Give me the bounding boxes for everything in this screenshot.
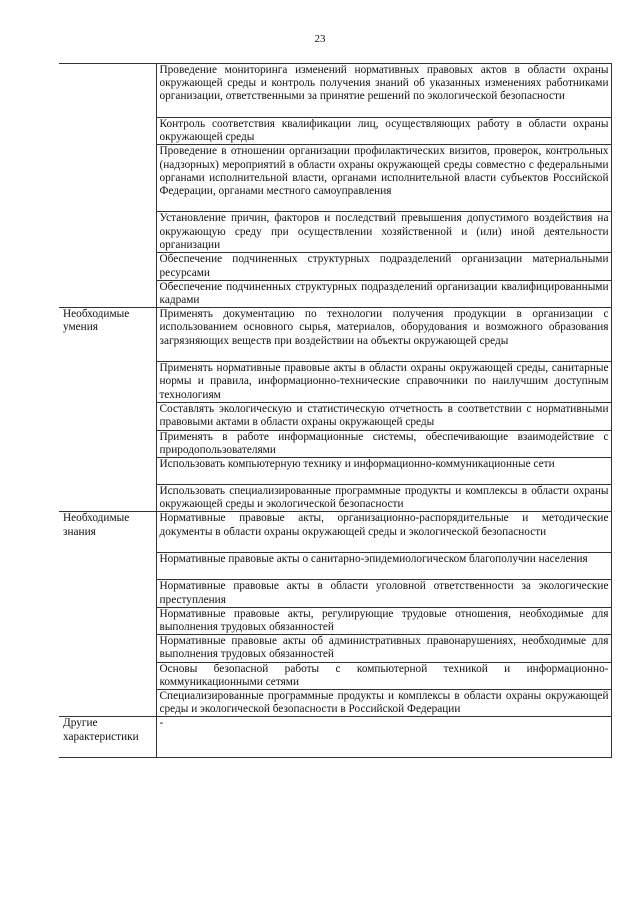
table-row [59, 717, 611, 758]
table-cell: Применять нормативные правовые акты в области охраны окружающей среды, санитарные нормы и правила, информационно-технические справочники по наилучшим доступным технологиям [156, 362, 611, 403]
table-cell: Специализированные программные продукты и комплексы в области охраны окружающей среды и экологической безопасности в Российской Федерации [156, 690, 611, 717]
table-cell: Установление причин, факторов и последствий превышения допустимого воздействия на окружающую среду при осуществлении хозяйственной и (или) иной деятельности организации [156, 212, 611, 253]
section-label-skills: Необходимые умения [59, 308, 156, 512]
table-cell: Использовать специализированные программные продукты и комплексы в области охраны окружающей среды и экологической безопасности [156, 485, 611, 512]
table-cell: Нормативные правовые акты об административных правонарушениях, необходимые для выполнения трудовых обязанностей [156, 635, 611, 662]
table-cell: Применять в работе информационные системы, обеспечивающие взаимодействие с природопользователями [156, 430, 611, 457]
table-cell: Использовать компьютерную технику и информационно-коммуникационные сети [156, 458, 611, 485]
page-number: 23 [314, 33, 326, 45]
table-cell: Нормативные правовые акты, регулирующие трудовые отношения, необходимые для выполнения трудовых обязанностей [156, 607, 611, 634]
table-cell: Нормативные правовые акты о санитарно-эпидемиологическом благополучии населения [156, 553, 611, 580]
table-cell: Проведение мониторинга изменений нормативных правовых актов в области охраны окружающей среды и контроль получения знаний об указанных изменениях работниками организации, ответственными за принятие решений по экологической безопасности [156, 64, 611, 118]
table-row [59, 64, 611, 118]
table-cell: Составлять экологическую и статистическую отчетность в соответствии с нормативными правовыми актами в области охраны окружающей среды [156, 403, 611, 430]
table-cell: Нормативные правовые акты, организационно-распорядительные и методические документы в области охраны окружающей среды и экологической безопасности [156, 512, 611, 553]
section-label-other: Другие характеристики [59, 717, 156, 758]
table-cell: - [156, 717, 611, 758]
table-cell: Обеспечение подчиненных структурных подразделений организации квалифицированными кадрами [156, 280, 611, 307]
table-cell: Обеспечение подчиненных структурных подразделений организации материальными ресурсами [156, 253, 611, 280]
section-label-continued [59, 64, 156, 308]
table-cell: Применять документацию по технологии получения продукции в организации с использованием основного сырья, материалов, оборудования и возможного образования загрязняющих веществ при воздействии на объекты окружающей среды [156, 308, 611, 362]
qualification-table [59, 63, 612, 758]
table-cell: Основы безопасной работы с компьютерной техникой и информационно-коммуникационными сетями [156, 662, 611, 689]
table-row [59, 308, 611, 362]
table-cell: Проведение в отношении организации профилактических визитов, проверок, контрольных (надзорных) мероприятий в области охраны окружающей среды совместно с федеральными органами исполнительной власти, органами исполнительной власти субъектов Российской Федерации, органами местного самоуправления [156, 145, 611, 212]
table-cell: Нормативные правовые акты в области уголовной ответственности за экологические преступления [156, 580, 611, 607]
table-row [59, 512, 611, 553]
table-cell: Контроль соответствия квалификации лиц, осуществляющих работу в области охраны окружающей среды [156, 118, 611, 145]
section-label-knowledge: Необходимые знания [59, 512, 156, 717]
